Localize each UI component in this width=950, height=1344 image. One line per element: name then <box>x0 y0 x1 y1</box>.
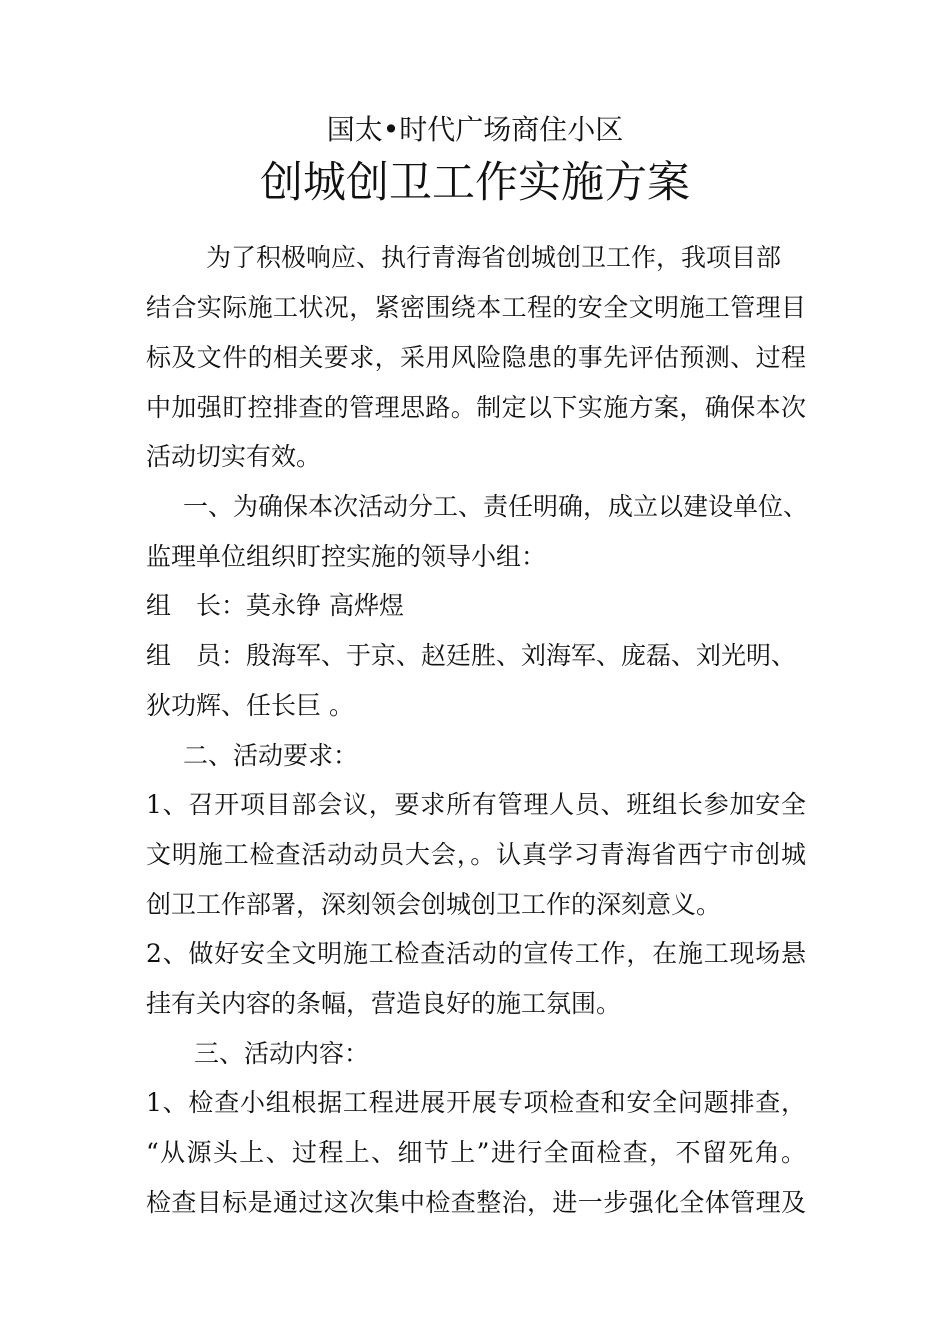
section-heading-line: 一、为确保本次活动分工、责任明确，成立以建设单位、 <box>183 492 809 521</box>
paragraph-line: 文明施工检查活动动员大会，。认真学习青海省西宁市创城 <box>146 840 806 869</box>
paragraph-line: 挂有关内容的条幅，营造良好的施工氛围。 <box>146 989 622 1018</box>
team-members-line: 组 员：殷海军、于京、赵廷胜、刘海军、庞磊、刘光明、 <box>146 641 797 670</box>
paragraph-line: 2、做好安全文明施工检查活动的宣传工作，在施工现场悬 <box>146 939 806 968</box>
paragraph-line: 检查目标是通过这次集中检查整治，进一步强化全体管理及 <box>146 1188 806 1217</box>
paragraph-line: 结合实际施工状况，紧密围绕本工程的安全文明施工管理目 <box>146 293 806 322</box>
team-members-line: 狄功辉、任长巨 。 <box>146 691 354 720</box>
paragraph-line: 1、召开项目部会议，要求所有管理人员、班组长参加安全 <box>146 790 806 819</box>
paragraph-line: 标及文件的相关要求，采用风险隐患的事先评估预测、过程 <box>146 343 806 372</box>
paragraph-line: 1、检查小组根据工程进展开展专项检查和安全问题排查， <box>146 1088 806 1117</box>
document-subtitle: 国太•时代广场商住小区 <box>326 113 624 146</box>
paragraph-line: 活动切实有效。 <box>146 442 322 471</box>
team-leader-line: 组 长：莫永铮 高烨煜 <box>146 591 404 620</box>
paragraph-line: “从源头上、过程上、细节上”进行全面检查，不留死角。 <box>146 1138 806 1167</box>
document-title: 创城创卫工作实施方案 <box>260 158 690 208</box>
paragraph-line: 创卫工作部署，深刻领会创城创卫工作的深刻意义。 <box>146 890 722 919</box>
section-heading: 二、活动要求： <box>183 741 359 770</box>
paragraph-line: 为了积极响应、执行青海省创城创卫工作，我项目部 <box>206 243 782 272</box>
paragraph-line: 监理单位组织盯控实施的领导小组： <box>146 542 547 571</box>
section-heading: 三、活动内容： <box>194 1039 370 1068</box>
paragraph-line: 中加强盯控排查的管理思路。制定以下实施方案，确保本次 <box>146 393 806 422</box>
